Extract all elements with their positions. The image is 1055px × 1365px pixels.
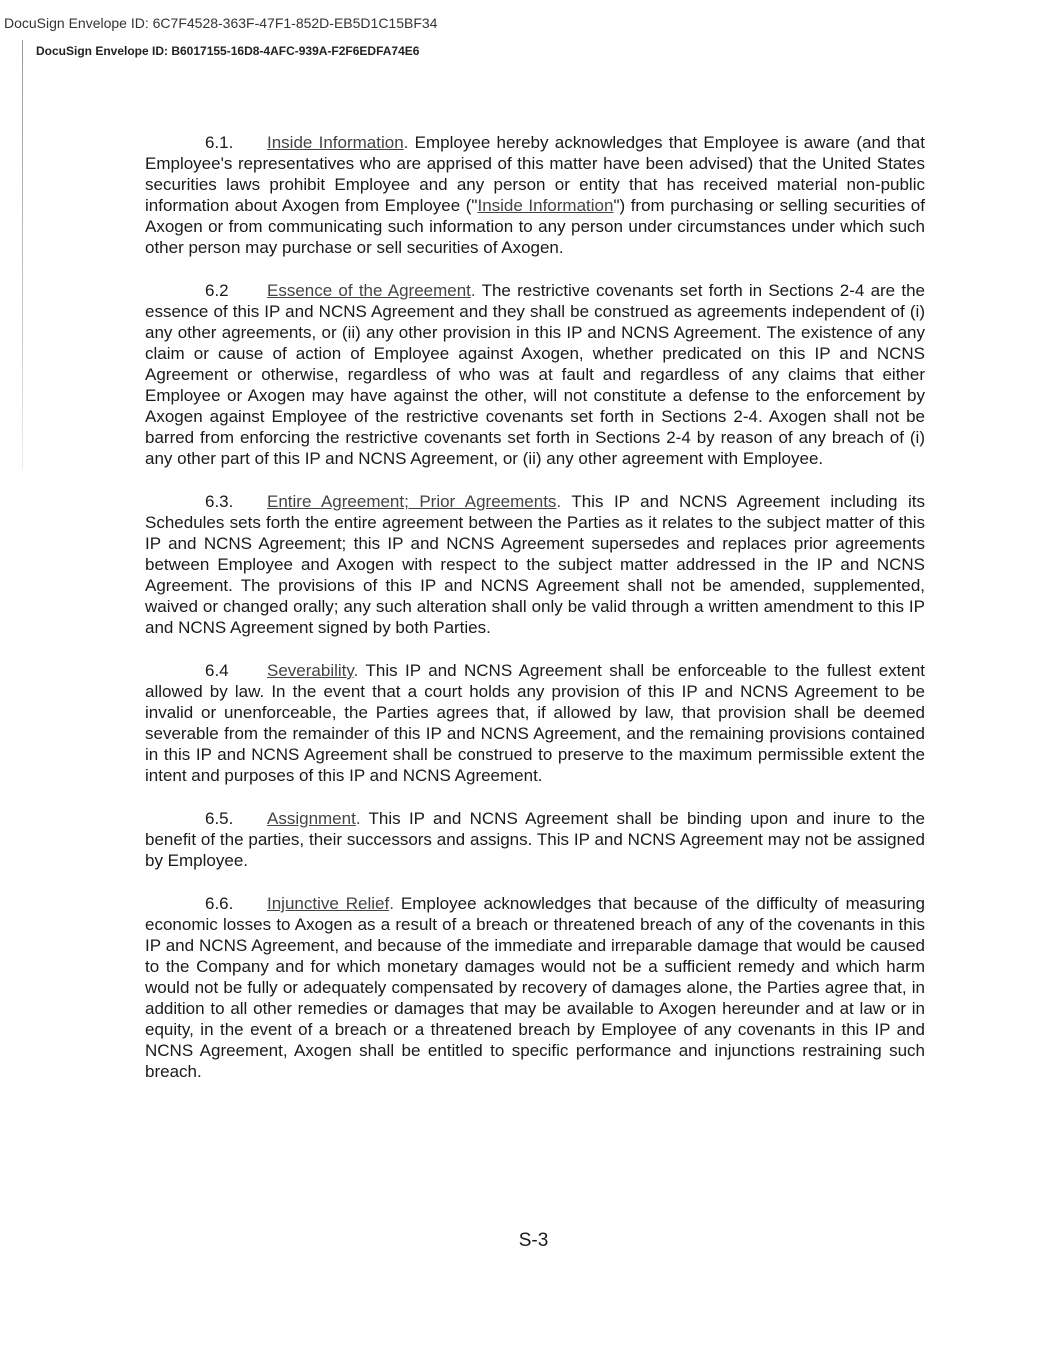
page-number: S-3: [518, 1230, 549, 1251]
docusign-envelope-id-inner: DocuSign Envelope ID: B6017155-16D8-4AFC-939A-F2F6EDFA74E6: [36, 44, 420, 58]
section-heading: Injunctive Relief: [267, 894, 390, 913]
section-number: 6.3.: [205, 492, 234, 511]
section-text: This IP and NCNS Agreement shall be binding upon and inure to the benefit of the parties, their successors and assigns. This IP and NCNS Agreement may not be assigned by Employee.: [145, 809, 926, 870]
docusign-envelope-id-outer: DocuSign Envelope ID: 6C7F4528-363F-47F1-852D-EB5D1C15BF34: [4, 15, 438, 31]
section-heading: Severability: [267, 661, 354, 680]
section-heading: Entire Agreement; Prior Agreements: [267, 492, 557, 511]
section-heading: Assignment: [267, 809, 356, 828]
section-6-1: 6.1. Inside Information. Employee hereby acknowledges that Employee is aware (and that Employee's representatives who are apprised of this matter have been advised) that the United States securities laws prohibit Employee and any person or entity that has received material non-public information about Axogen from Employee ("Inside Information") from purchasing or selling securities of Axogen or from communicating such information to any person under circumstances under which such other person may purchase or sell securities of Axogen.: [145, 133, 925, 257]
section-6-3: 6.3. Entire Agreement; Prior Agreements. This IP and NCNS Agreement including its Schedules sets forth the entire agreement between the Parties as it relates to the subject matter of this IP and NCNS Agreement; this IP and NCNS Agreement supersedes and replaces prior agreements between Employee and Axogen with respect to the subject matter addressed in the IP and NCNS Agreement. The provisions of this IP and NCNS Agreement shall not be amended, supplemented, waived or changed orally; any such alteration shall only be valid through a written amendment to this IP and NCNS Agreement signed by both Parties.: [145, 492, 925, 637]
section-number: 6.4: [205, 661, 229, 680]
margin-rule: [22, 40, 23, 470]
section-text: This IP and NCNS Agreement including its Schedules sets forth the entire agreement between the Parties as it relates to the subject matter of this IP and NCNS Agreement; this IP and NCNS Agreement supersedes and replaces prior agreements between Employee and Axogen with respect to the subject matter addressed in the IP and NCNS Agreement. The provisions of this IP and NCNS Agreement shall not be amended, supplemented, waived or changed orally; any such alteration shall only be valid through a written amendment to this IP and NCNS Agreement signed by both Parties.: [145, 492, 925, 637]
section-text: This IP and NCNS Agreement shall be enforceable to the fullest extent allowed by law. In the event that a court holds any provision of this IP and NCNS Agreement to be invalid or unenforceable, the Parties agrees that, if allowed by law, that provision shall be deemed severable from the remainder of this IP and NCNS Agreement, and the remaining provisions contained in this IP and NCNS Agreement shall be construed to preserve to the maximum permissible extent the intent and purposes of this IP and NCNS Agreement.: [145, 661, 925, 785]
section-heading: Inside Information: [267, 133, 404, 152]
section-6-5: 6.5. Assignment. This IP and NCNS Agreement shall be binding upon and inure to the benefit of the parties, their successors and assigns. This IP and NCNS Agreement may not be assigned by Employee.: [145, 809, 926, 870]
section-6-4: 6.4 Severability. This IP and NCNS Agreement shall be enforceable to the fullest extent allowed by law. In the event that a court holds any provision of this IP and NCNS Agreement to be invalid or unenforceable, the Parties agrees that, if allowed by law, that provision shall be deemed severable from the remainder of this IP and NCNS Agreement, and the remaining provisions contained in this IP and NCNS Agreement shall be construed to preserve to the maximum permissible extent the intent and purposes of this IP and NCNS Agreement.: [145, 661, 925, 785]
section-6-2: 6.2 Essence of the Agreement. The restrictive covenants set forth in Sections 2-4 are the essence of this IP and NCNS Agreement and they shall be construed as agreements independent of (i) any other agreements, or (ii) any other provision in this IP and NCNS Agreement. The existence of any claim or cause of action of Employee against Axogen, whether predicated on this IP and NCNS Agreement or otherwise, regardless of who was at fault and regardless of any claims that either Employee or Axogen may have against the other, will not constitute a defense to the enforcement by Axogen against Employee of the restrictive covenants set forth in Sections 2-4. Axogen shall not be barred from enforcing the restrictive covenants set forth in Sections 2-4 by reason of any breach of (i) any other part of this IP and NCNS Agreement, or (ii) any other agreement with Employee.: [145, 281, 925, 468]
section-text-before: Employee hereby acknowledges that Employee is aware (and that Employee's representatives who are apprised of this matter have been advised) that the United States securities laws prohibit Employee and any person or entity that has received material non-public information about Axogen from Employee (": [145, 133, 925, 215]
section-text-after: ") from purchasing or selling securities of Axogen or from communicating such information to any person under circumstances under which such other person may purchase or sell securities of Axogen.: [145, 196, 925, 257]
section-number: 6.6.: [205, 894, 234, 913]
section-number: 6.2: [205, 281, 229, 300]
section-text: Employee acknowledges that because of the difficulty of measuring economic losses to Axogen as a result of a breach or threatened breach of any of the covenants in this IP and NCNS Agreement, and because of the immediate and irreparable damage that would be caused to the Company and for which monetary damages would not be a sufficient remedy and which harm would not be fully or adequately compensated by recovery of damages alone, the Parties agree that, in addition to all other remedies or damages that may be available to Axogen hereunder and at law or in equity, in the event of a breach or a threatened breach by Employee of any covenants in this IP and NCNS Agreement, Axogen shall be entitled to specific performance and injunctions restraining such breach.: [145, 894, 925, 1081]
document-body: [145, 132, 925, 1104]
section-number: 6.1.: [205, 133, 234, 152]
page-footer: [0, 1230, 1055, 1252]
defined-term: Inside Information: [477, 196, 614, 215]
section-heading: Essence of the Agreement: [267, 281, 471, 300]
section-6-6: 6.6. Injunctive Relief. Employee acknowledges that because of the difficulty of measuring economic losses to Axogen as a result of a breach or threatened breach of any of the covenants in this IP and NCNS Agreement, and because of the immediate and irreparable damage that would be caused to the Company and for which monetary damages would not be a sufficient remedy and which harm would not be fully or adequately compensated by recovery of damages alone, the Parties agree that, in addition to all other remedies or damages that may be available to Axogen hereunder and at law or in equity, in the event of a breach or a threatened breach by Employee of any covenants in this IP and NCNS Agreement, Axogen shall be entitled to specific performance and injunctions restraining such breach.: [145, 894, 925, 1081]
section-number: 6.5.: [205, 809, 234, 828]
section-text: The restrictive covenants set forth in Sections 2-4 are the essence of this IP and NCNS Agreement and they shall be construed as agreements independent of (i) any other agreements, or (ii) any other provision in this IP and NCNS Agreement. The existence of any claim or cause of action of Employee against Axogen, whether predicated on this IP and NCNS Agreement or otherwise, regardless of who was at fault and regardless of any claims that either Employee or Axogen may have against the other, will not constitute a defense to the enforcement by Axogen against Employee of the restrictive covenants set forth in Sections 2-4. Axogen shall not be barred from enforcing the restrictive covenants set forth in Sections 2-4 by reason of any breach of (i) any other part of this IP and NCNS Agreement, or (ii) any other agreement with Employee.: [145, 281, 925, 468]
